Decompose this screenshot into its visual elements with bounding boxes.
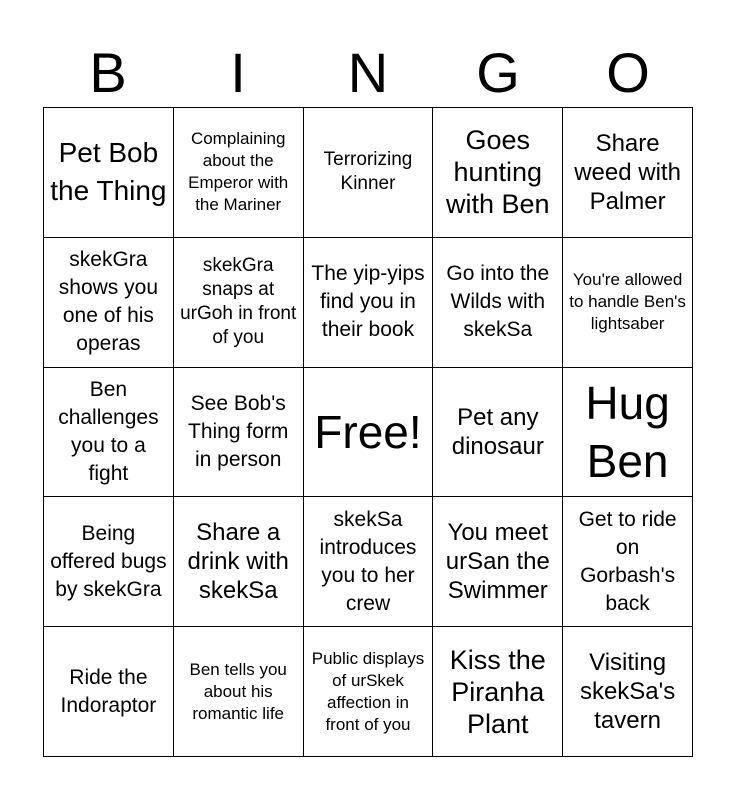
cell-text: Being offered bugs by skekGra [50,521,167,601]
cell-text: Kiss the Piranha Plant [449,644,546,739]
header-letter-i: I [230,41,246,104]
cell-text: Free! [314,405,422,458]
header-letter-b: B [89,41,127,104]
cell-text: Pet any dinosaur [451,403,544,460]
bingo-cell[interactable] [563,627,693,757]
bingo-cell[interactable] [563,497,693,627]
bingo-cell[interactable] [433,627,563,757]
cell-text: You're allowed to handle Ben's lightsaber [569,270,686,334]
bingo-card [43,107,693,757]
cell-text: skekGra shows you one of his operas [58,248,158,356]
bingo-cell[interactable] [174,238,304,368]
cell-text: The yip-yips find you in their book [311,262,425,342]
cell-text: You meet urSan the Swimmer [445,519,550,605]
cell-text: See Bob's Thing form in person [188,391,289,471]
header-letter-n: N [347,41,389,104]
bingo-cell[interactable] [44,238,174,368]
bingo-cell[interactable] [44,108,174,238]
cell-text: skekGra snaps at urGoh in front of you [180,255,297,349]
cell-text: Hug Ben [585,376,670,487]
cell-text: Get to ride on Gorbash's back [578,507,677,615]
bingo-header [43,40,693,106]
bingo-cell[interactable] [304,627,434,757]
cell-text: Terrorizing Kinner [323,149,413,195]
bingo-cell[interactable] [44,497,174,627]
bingo-cell[interactable] [433,238,563,368]
bingo-cell[interactable] [304,497,434,627]
bingo-cell[interactable] [433,497,563,627]
cell-text: skekSa introduces you to her crew [319,507,417,615]
bingo-cell[interactable] [174,108,304,238]
cell-text: Ben challenges you to a fight [58,377,159,485]
cell-text: Goes hunting with Ben [446,125,550,220]
bingo-cell[interactable] [174,627,304,757]
bingo-cell[interactable] [44,627,174,757]
bingo-cell-free[interactable] [304,368,434,498]
bingo-cell[interactable] [433,108,563,238]
cell-text: Pet Bob the Thing [50,137,167,207]
header-letter-g: G [476,41,520,104]
header-letter-o: O [606,41,650,104]
bingo-cell[interactable] [563,108,693,238]
cell-text: Public displays of urSkek affection in front of you [311,648,425,734]
bingo-cell[interactable] [563,238,693,368]
bingo-cell[interactable] [304,238,434,368]
cell-text: Visiting skekSa's tavern [579,649,676,735]
bingo-cell[interactable] [44,368,174,498]
cell-text: Complaining about the Emperor with the Mariner [188,129,289,215]
cell-text: Share weed with Palmer [574,129,681,215]
cell-text: Ride the Indoraptor [60,665,157,717]
cell-text: Share a drink with skekSa [187,519,289,605]
bingo-cell[interactable] [433,368,563,498]
bingo-cell[interactable] [174,368,304,498]
cell-text: Ben tells you about his romantic life [189,659,287,723]
bingo-cell[interactable] [304,108,434,238]
cell-text: Go into the Wilds with skekSa [446,262,550,342]
bingo-cell[interactable] [563,368,693,498]
bingo-cell[interactable] [174,497,304,627]
